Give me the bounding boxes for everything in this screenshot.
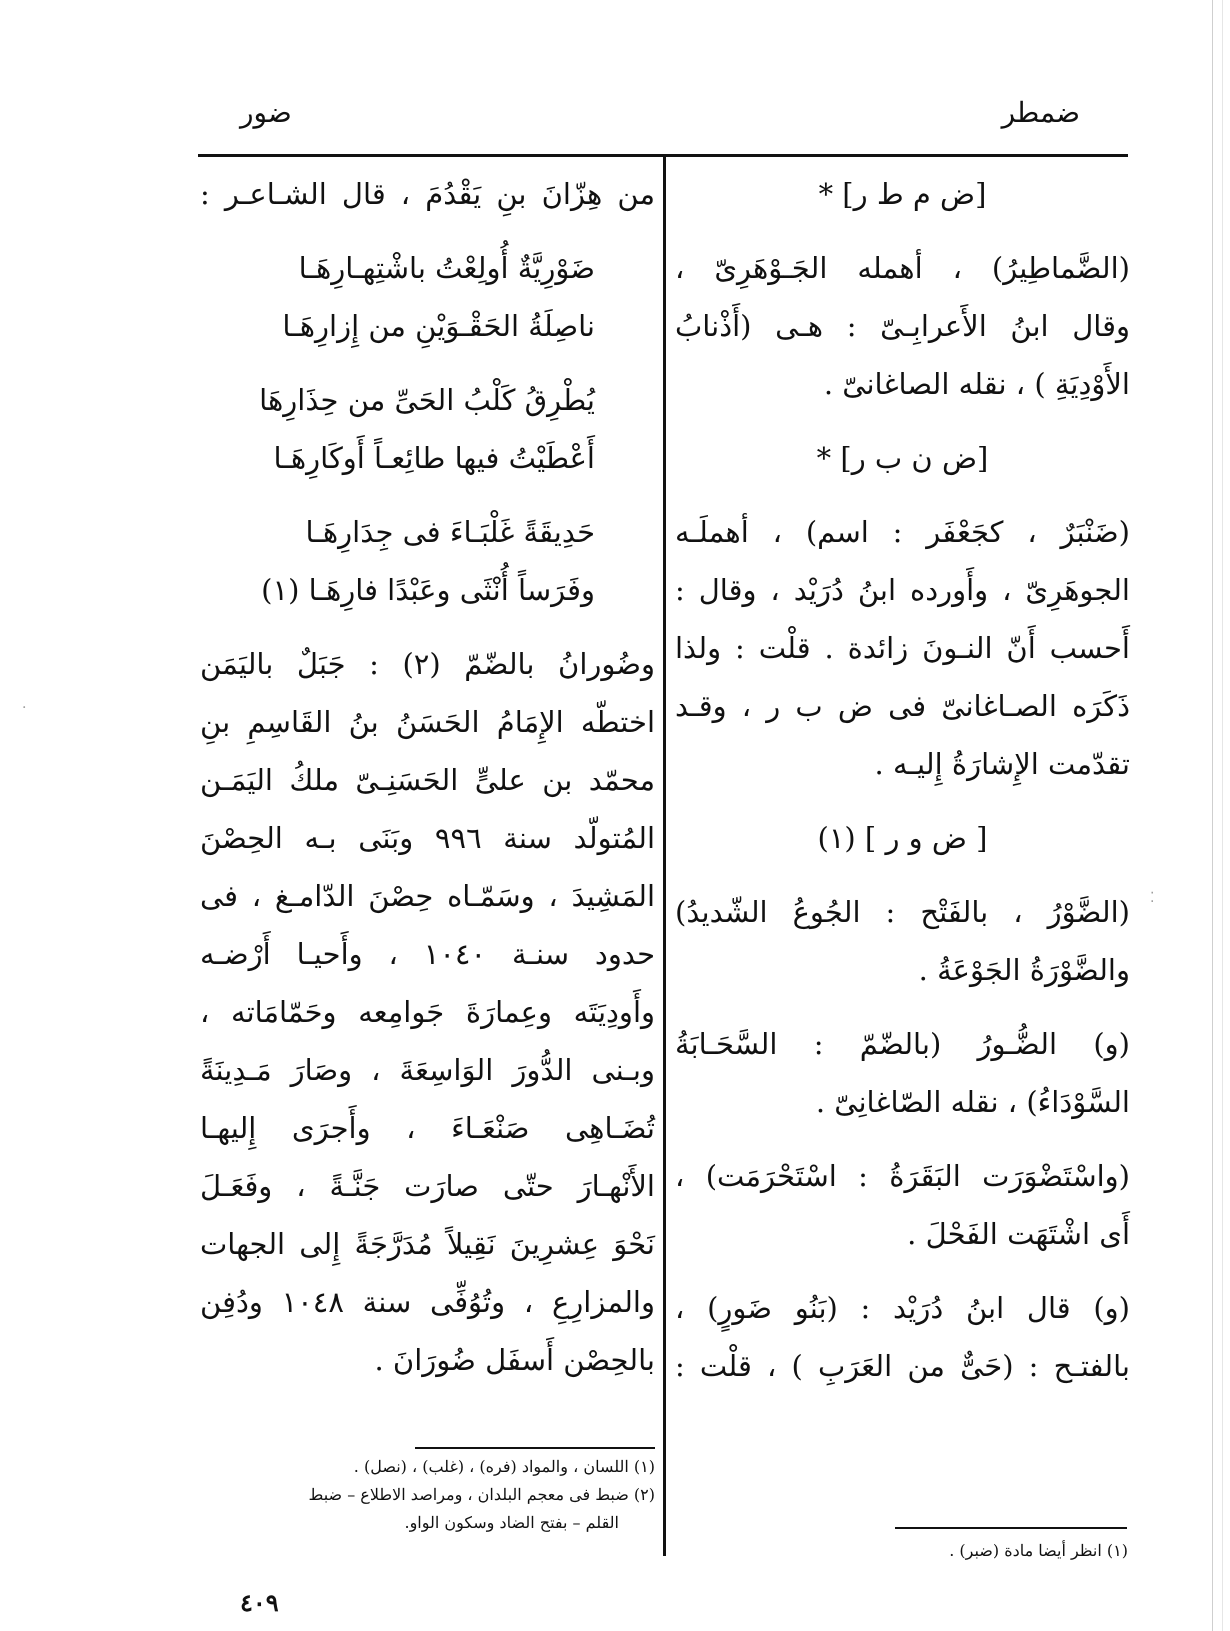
entry-heading: [ ض و ر ] (١) (817, 821, 988, 855)
text-line: ذَكَرَه الصـاغانىّ فى ض ب ر ، وقـد (675, 689, 1130, 723)
text-line: (ضَنْبَرٌ ، كجَعْفَر : اسم) ، أهملَـه (675, 515, 1130, 549)
verse-line: يُطْرِقُ كَلْبُ الحَىِّ من حِذَارِهَا (259, 383, 595, 417)
text-line: الأَنْهـارَ حتّى صارَت جَنَّـةً ، وفَعَـلَ (200, 1169, 655, 1203)
text-line: (الضَّماطِيرُ) ، أهمله الجَـوْهَرِىّ ، (675, 251, 1130, 285)
left-column (200, 165, 655, 1389)
text-line: السَّوْدَاءُ) ، نقله الصّاغانِىّ . (815, 1085, 1130, 1119)
footnote: (١) اللسان ، والمواد (فره) ، (غلب) ، (نصل) . (353, 1457, 655, 1476)
scan-edge-line-outer (1222, 0, 1223, 1631)
text-line: بالفتـح : (حَىٌّ من العَرَبِ ) ، قلْت : (675, 1349, 1130, 1383)
text-line: تُضَـاهِى صَنْعَـاءَ ، وأَجرَى إِليهـا (200, 1111, 655, 1145)
verse-line: ناصِلَةُ الحَقْـوَيْنِ من إِزارِهَـا (282, 309, 595, 343)
text-line: (و) الضُّـورُ (بالضّمّ : السَّحَـابَةُ (675, 1027, 1130, 1061)
text-line: اختطّه الإِمَامُ الحَسَنُ بنُ القَاسِمِ بنِ (200, 705, 655, 739)
footnote: (٢) ضبط فى معجم البلدان ، ومراصد الاطلاع – ضبط (308, 1485, 655, 1504)
footnote: (١) انظر أيضا مادة (ضبر) . (949, 1541, 1128, 1560)
scan-edge-line (1212, 0, 1213, 1631)
footnote-rule-right (895, 1527, 1127, 1529)
text-line: أَى اشْتَهَت الفَحْلَ . (907, 1217, 1130, 1251)
text-line: بالحِصْن أَسفَل ضُورَانَ . (374, 1343, 655, 1377)
text-line: حدود سنـة ١٠٤٠ ، وأَحيـا أَرْضـه (200, 937, 655, 971)
entry-heading: [ض م ط ر] * (818, 177, 987, 211)
text-line: من هِزّانَ بنِ يَقْدُمَ ، قال الشـاعـر : (200, 177, 655, 211)
text-line: الأَوْدِيَةِ ) ، نقله الصاغانىّ . (823, 367, 1130, 401)
text-line: نَحْوَ عِشرِينَ نَقِيلاً مُدَرَّجَةً إِلى الجهات (200, 1227, 655, 1261)
text-line: تقدّمت الإِشارَةُ إِليـه . (874, 747, 1130, 781)
text-line: أَحسب أَنّ النـونَ زائدة . قلْت : ولذا (675, 631, 1130, 665)
footnotes-left (205, 1453, 655, 1537)
scan-speck: ⁚ (1150, 890, 1155, 906)
text-line: المُتولّد سنة ٩٩٦ وبَنَى بـه الحِصْنَ (200, 821, 656, 855)
scan-speck: · (22, 700, 27, 716)
verse-line: حَدِيقَةً غَلْبَـاءَ فى جِدَارِهَـا (305, 515, 595, 549)
text-line: الجوهَرِىّ ، وأَورده ابنُ دُرَيْد ، وقال : (675, 573, 1130, 607)
footnote-continuation: القلم – بفتح الضاد وسكون الواو. (404, 1513, 619, 1532)
text-line: والضَّوْرَةُ الجَوْعَةُ . (918, 953, 1130, 987)
footnote-rule-left (415, 1447, 655, 1449)
footnotes-right (820, 1537, 1128, 1565)
text-line: وضُورانُ بالضّمّ (٢) : جَبَلٌ باليَمَن (200, 647, 655, 681)
text-line: (و) قال ابنُ دُرَيْد : (بَنُو ضَورٍ) ، (675, 1291, 1130, 1325)
text-line: وقال ابنُ الأَعرابِـىّ : هـى (أَذْنابُ (675, 309, 1130, 343)
text-line: (واسْتَضْوَرَت البَقَرَةُ : اسْتَحْرَمَت) ، (675, 1159, 1130, 1193)
column-divider (663, 156, 666, 1556)
text-line: وبـنى الدُّورَ الوَاسِعَةَ ، وصَارَ مَـدِينَةً (200, 1053, 655, 1087)
running-header-right: ضمطر (1001, 96, 1080, 129)
page-number: ٤٠٩ (240, 1588, 279, 1617)
verse-line: ضَوْرِيَّةٌ أُولِعْتُ باشْتِهـارِهَـا (298, 251, 595, 285)
text-line: والمزارِعِ ، وتُوُفِّى سنة ١٠٤٨ ودُفِن (200, 1285, 655, 1319)
text-line: المَشِيدَ ، وسَمّـاه حِصْنَ الدّامـغ ، فى (200, 879, 655, 913)
verse-line: أَعْطَيْتُ فيها طائِعـاً أَوكَارِهَـا (273, 441, 595, 475)
text-line: وأَودِيَتَه وعِمارَةَ جَوامِعه وحَمّامَاته ، (200, 995, 655, 1029)
right-column (675, 165, 1130, 1395)
entry-heading: [ض ن ب ر] * (816, 441, 989, 475)
text-line: (الضَّوْرُ ، بالفَتْح : الجُوعُ الشّديدُ) (675, 895, 1130, 929)
text-line: محمّد بن علىٍّ الحَسَنِـىّ ملكُ اليَمَـن (200, 763, 655, 797)
verse-line: وفَرَساً أُنْثَى وعَبْدًا فارِهَـا (١) (261, 573, 595, 607)
running-header-left: ضور (240, 96, 292, 129)
